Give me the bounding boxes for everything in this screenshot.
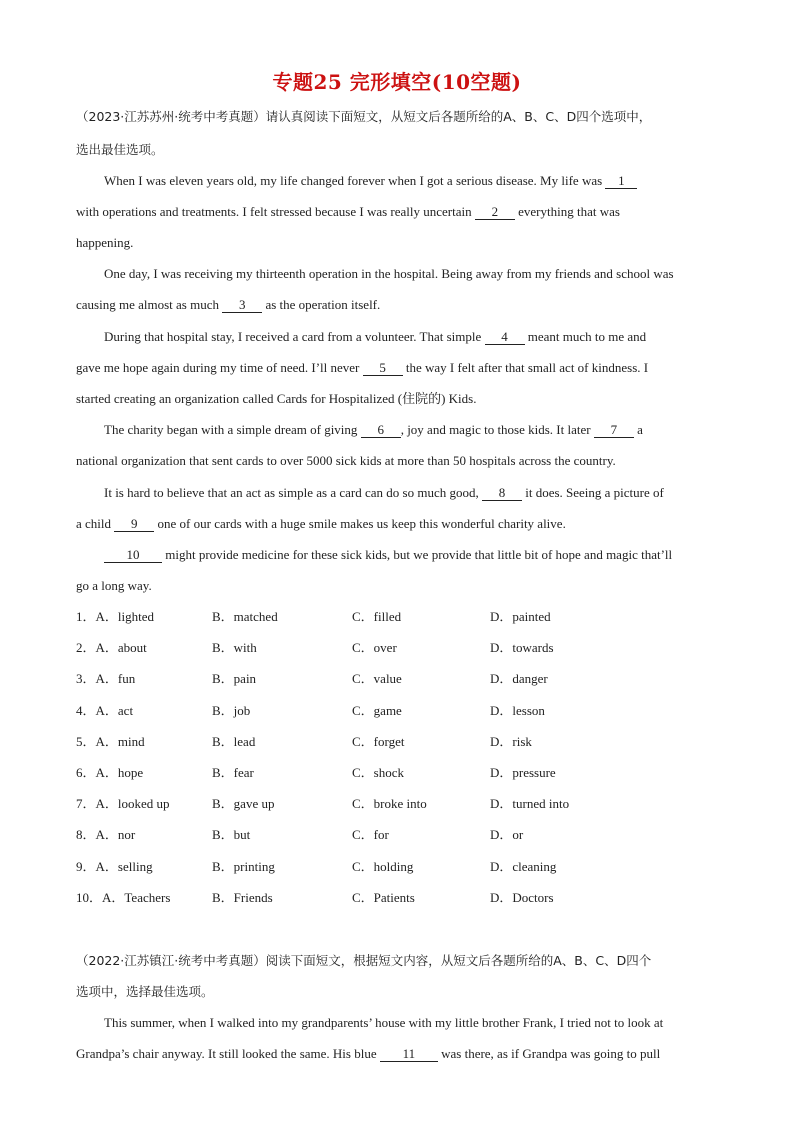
option-b: B．lead — [212, 734, 256, 749]
passage-text: causing me almost as much — [76, 297, 223, 312]
option-a: A．looked up — [95, 796, 170, 811]
blank-1: 1 — [605, 173, 637, 189]
question-row-option-a — [76, 889, 170, 907]
option-c: C．Patients — [352, 890, 415, 905]
option-b: B．but — [212, 827, 251, 842]
option-a: A．selling — [95, 859, 153, 874]
section1-intro-line2: 选出最佳选项。 — [76, 142, 164, 157]
option-c: C．holding — [352, 859, 414, 874]
question-row-option-a — [76, 826, 135, 844]
option-b: B．matched — [212, 609, 278, 624]
passage-text: It is hard to believe that an act as simple as a card can do so much good, — [104, 485, 482, 500]
option-b: B．gave up — [212, 796, 275, 811]
question-number: 5． — [76, 734, 96, 749]
passage2-line — [76, 296, 720, 314]
question-number: 9． — [76, 859, 96, 874]
option-b: B．fear — [212, 765, 254, 780]
option-d: D．pressure — [490, 765, 556, 780]
blank-11: 11 — [380, 1046, 438, 1062]
question-row-option-a — [76, 608, 154, 626]
passage1-line: happening. — [76, 235, 134, 250]
passage1-line — [104, 172, 748, 190]
question-row-option-a — [76, 733, 145, 751]
passage-text: everything that was — [514, 204, 620, 219]
page-title: 专题25 完形填空(10空题) — [272, 70, 522, 94]
option-d: D．lesson — [490, 703, 545, 718]
option-b: B．printing — [212, 859, 275, 874]
blank-7: 7 — [594, 422, 634, 438]
option-a: A．hope — [95, 765, 144, 780]
passage-text: meant much to me and — [524, 329, 647, 344]
question-row-option-a — [76, 639, 147, 657]
passage-text: Grandpa’s chair anyway. It still looked the same. His blue — [76, 1046, 380, 1061]
passage-text: with operations and treatments. I felt stressed because I was really uncertain — [76, 204, 475, 219]
passage3-line — [76, 359, 720, 377]
passage-text: the way I felt after that small act of kindness. I — [402, 360, 649, 375]
blank-5: 5 — [363, 360, 403, 376]
passage2-line: One day, I was receiving my thirteenth operation in the hospital. Being away from my friends and school was — [104, 266, 674, 281]
passage-text: might provide medicine for these sick kids, but we provide that little bit of hope and magic that’ll — [162, 547, 673, 562]
passage6-line: go a long way. — [76, 578, 152, 593]
option-d: D．cleaning — [490, 859, 557, 874]
question-number: 4． — [76, 703, 96, 718]
blank-3: 3 — [222, 297, 262, 313]
passage-text: , joy and magic to those kids. It later — [400, 422, 594, 437]
question-row-option-a — [76, 670, 135, 688]
option-b: B．with — [212, 640, 257, 655]
passage3-line: started creating an organization called Cards for Hospitalized (住院的) Kids. — [76, 391, 477, 406]
passage1-line — [76, 203, 720, 221]
option-c: C．shock — [352, 765, 405, 780]
option-b: B．job — [212, 703, 251, 718]
question-row-option-a — [76, 702, 133, 720]
option-d: D．towards — [490, 640, 554, 655]
option-a: A．nor — [95, 827, 136, 842]
blank-9: 9 — [114, 516, 154, 532]
option-d: D．turned into — [490, 796, 570, 811]
question-number: 1． — [76, 609, 96, 624]
option-c: C．broke into — [352, 796, 427, 811]
passage-b1-line — [76, 1045, 720, 1063]
option-c: C．filled — [352, 609, 402, 624]
question-row-option-a — [76, 764, 143, 782]
passage-text: a — [633, 422, 643, 437]
blank-4: 4 — [485, 329, 525, 345]
option-c: C．game — [352, 703, 402, 718]
option-a: A．about — [95, 640, 147, 655]
passage-b1-line: This summer, when I walked into my grandparents’ house with my little brother Frank, I tried not to look at — [104, 1015, 664, 1030]
option-a: A．act — [95, 703, 134, 718]
passage4-line: national organization that sent cards to over 5000 sick kids at more than 50 hospitals across the country. — [76, 453, 616, 468]
option-a: A．fun — [95, 671, 136, 686]
question-row-option-a — [76, 795, 170, 813]
passage-text: gave me hope again during my time of need. I’ll never — [76, 360, 363, 375]
passage3-line — [104, 328, 748, 346]
option-a: A．lighted — [95, 609, 155, 624]
option-c: C．forget — [352, 734, 405, 749]
question-number: 8． — [76, 827, 96, 842]
section1-intro-line1: （2023·江苏苏州·统考中考真题）请认真阅读下面短文，从短文后各题所给的A、B、C、D四个选项中， — [76, 109, 652, 124]
question-number: 6． — [76, 765, 96, 780]
passage4-line — [104, 421, 748, 439]
passage-text: a child — [76, 516, 115, 531]
passage6-line — [104, 546, 748, 564]
passage-text: it does. Seeing a picture of — [521, 485, 664, 500]
passage-text: one of our cards with a huge smile makes us keep this wonderful charity alive. — [154, 516, 566, 531]
blank-10: 10 — [104, 547, 162, 563]
passage-text: The charity began with a simple dream of giving — [104, 422, 361, 437]
question-row-option-a — [76, 858, 153, 876]
option-b: B．pain — [212, 671, 257, 686]
section2-intro-line2: 选项中，选择最佳选项。 — [76, 984, 214, 999]
option-c: C．value — [352, 671, 402, 686]
question-number: 7． — [76, 796, 96, 811]
question-number: 10． — [76, 890, 103, 905]
option-d: D．or — [490, 827, 524, 842]
option-a: A．mind — [95, 734, 145, 749]
question-number: 2． — [76, 640, 96, 655]
option-c: C．over — [352, 640, 397, 655]
option-d: D．danger — [490, 671, 548, 686]
passage-text: as the operation itself. — [262, 297, 381, 312]
passage5-line — [76, 515, 720, 533]
blank-2: 2 — [475, 204, 515, 220]
passage-text: During that hospital stay, I received a card from a volunteer. That simple — [104, 329, 485, 344]
option-a: A．Teachers — [102, 890, 171, 905]
passage-text: When I was eleven years old, my life changed forever when I got a serious disease. My life was — [104, 173, 606, 188]
option-d: D．risk — [490, 734, 532, 749]
option-d: D．painted — [490, 609, 551, 624]
option-b: B．Friends — [212, 890, 273, 905]
blank-8: 8 — [482, 485, 522, 501]
question-number: 3． — [76, 671, 96, 686]
option-c: C．for — [352, 827, 389, 842]
passage5-line — [104, 484, 748, 502]
section2-intro-line1: （2022·江苏镇江·统考中考真题）阅读下面短文，根据短文内容，从短文后各题所给的A、B、C、D四个 — [76, 953, 652, 968]
blank-6: 6 — [361, 422, 401, 438]
passage-text: was there, as if Grandpa was going to pull — [437, 1046, 661, 1061]
option-d: D．Doctors — [490, 890, 554, 905]
